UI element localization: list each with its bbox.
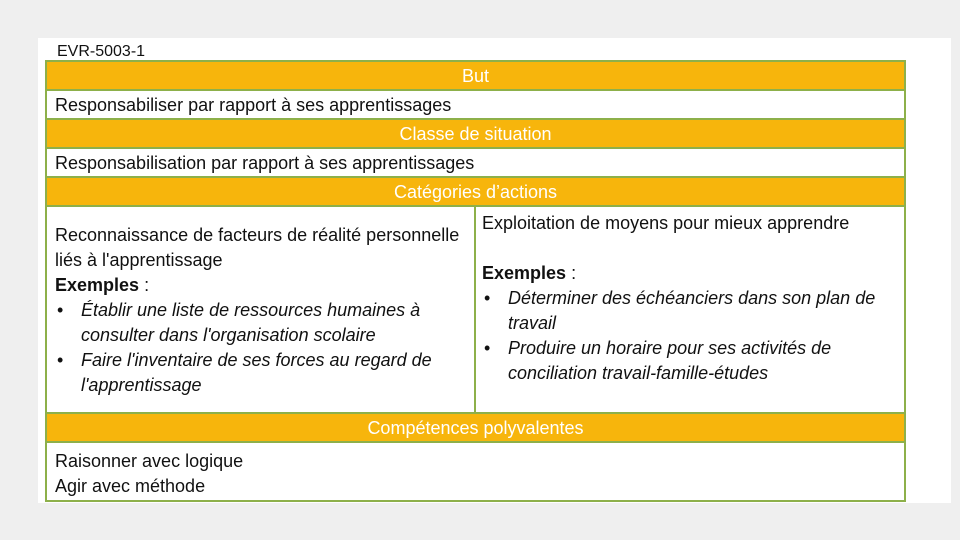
competences-header: Compétences polyvalentes xyxy=(47,414,904,443)
but-text: Responsabiliser par rapport à ses apprentissages xyxy=(47,91,904,120)
competency-table xyxy=(45,60,906,502)
course-code: EVR-5003-1 xyxy=(57,43,146,60)
classe-header: Classe de situation xyxy=(47,120,904,149)
categories-body xyxy=(47,207,904,414)
but-header: But xyxy=(47,62,904,91)
category-right-examples: Exemples : xyxy=(482,263,577,283)
category-right-list xyxy=(482,286,896,386)
examples-label: Exemples xyxy=(55,275,140,295)
category-left xyxy=(47,207,476,412)
competences-body xyxy=(47,443,904,500)
competence-item: Agir avec méthode xyxy=(55,476,206,496)
category-left-list xyxy=(55,298,466,398)
category-right-title: Exploitation de moyens pour mieux apprendre xyxy=(482,213,850,233)
classe-text: Responsabilisation par rapport à ses apprentissages xyxy=(47,149,904,178)
list-item: • Déterminer des échéanciers dans son plan de travail xyxy=(482,286,896,336)
categories-header: Catégories d’actions xyxy=(47,178,904,207)
list-item: • Produire un horaire pour ses activités de conciliation travail-famille-études xyxy=(482,336,896,386)
list-item: • Établir une liste de ressources humaines à consulter dans l'organisation scolaire xyxy=(55,298,466,348)
category-left-title: Reconnaissance de facteurs de réalité personnelle liés à l'apprentissage xyxy=(55,225,460,270)
examples-label: Exemples xyxy=(482,263,567,283)
category-right xyxy=(476,207,904,412)
list-item: • Faire l'inventaire de ses forces au regard de l'apprentissage xyxy=(55,348,466,398)
category-left-examples: Exemples : xyxy=(55,275,150,295)
competence-item: Raisonner avec logique xyxy=(55,451,244,471)
